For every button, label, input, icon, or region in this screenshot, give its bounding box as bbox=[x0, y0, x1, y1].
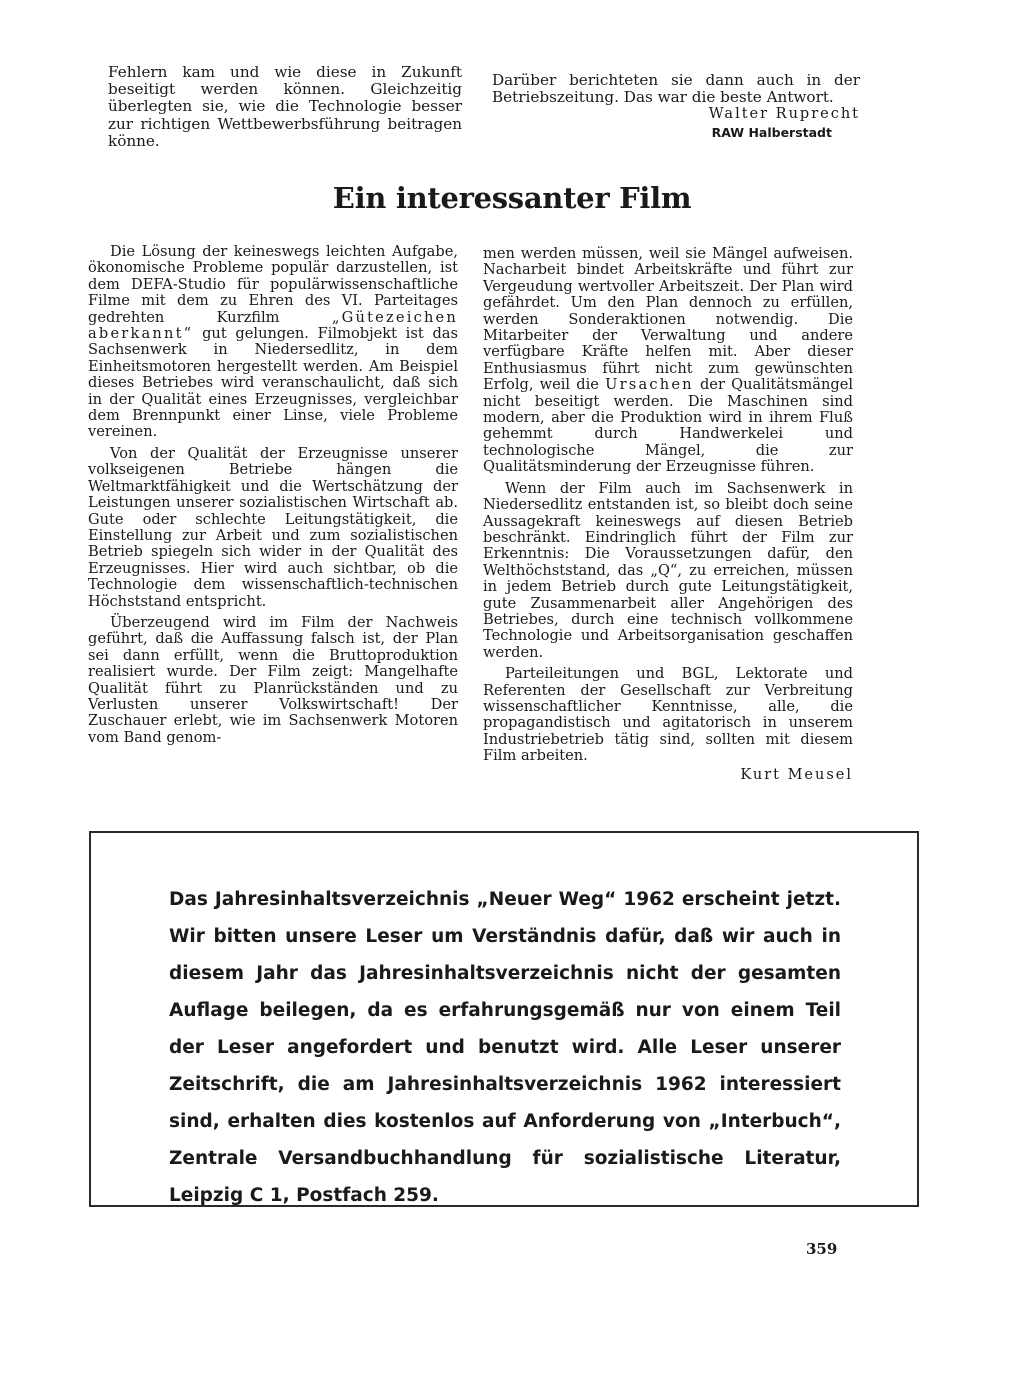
paragraph: Parteileitungen und BGL, Lektorate und Referenten der Gesellschaft zur Verbreitung wissenschaftlicher Kenntnisse, alle, die propagandistisch und agitatorisch in unserem Industriebetrieb tätig sind, sollten mit diesem Film arbeiten. bbox=[483, 665, 853, 765]
text-run: men werden müssen, weil sie Mängel aufweisen. Nacharbeit bindet Arbeitskräfte und führt zur Vergeudung wertvoller Arbeitszeit. Der Plan wird gefährdet. Um den Plan dennoch zu erfüllen, werden Sonderaktionen notwendig. Die Mitarbeiter der Verwaltung und andere verfügbare Kräfte helfen mit. Aber dieser Enthusiasmus führt nicht zum gewünschten Erfolg, weil die bbox=[483, 245, 853, 394]
paragraph bbox=[88, 244, 458, 441]
article-column-left bbox=[88, 244, 458, 746]
notice-box bbox=[89, 831, 919, 1207]
text-run: der Qualitätsmängel nicht beseitigt werden. Die Maschinen sind modern, aber die Produktion wird in ihrem Fluß gehemmt durch Handwerkelei und technologische Mängel, die zur Qualitätsminderung der Erzeugnisse führen. bbox=[483, 376, 854, 476]
paragraph: Darüber berichteten sie dann auch in der Betriebszeitung. Das war die beste Antwort. bbox=[492, 71, 860, 107]
previous-article-tail-right bbox=[492, 72, 860, 141]
notice-text: Das Jahresinhaltsverzeichnis „Neuer Weg“ 1962 erscheint jetzt. Wir bitten unsere Leser um Verständnis dafür, daß wir auch in diesem Jahr das Jahresinhaltsverzeichnis nicht der gesamten Auflage beilegen, da es erfahrungsgemäß nur von einem Teil der Leser angefordert und benutzt wird. Alle Leser unserer Zeitschrift, die am Jahresinhaltsverzeichnis 1962 interessiert sind, erhalten dies kostenlos auf Anforderung von „Interbuch“, Zentrale Versandbuchhandlung für sozialistische Literatur, Leipzig C 1, Postfach 259. bbox=[169, 889, 841, 1206]
paragraph: Von der Qualität der Erzeugnisse unserer volkseigenen Betriebe hängen die Weltmarktfähigkeit und die Wertschätzung der Leistungen unserer sozialistischen Wirtschaft ab. Gute oder schlechte Leitungstätigkeit, die Einstellung zur Arbeit und zum sozialistischen Betrieb spiegeln sich wider in der Qualität des Erzeugnisses. Hier wird auch sichtbar, ob die Technologie dem wissenschaftlich-technischen Höchststand entspricht. bbox=[88, 444, 458, 610]
paragraph: Überzeugend wird im Film der Nachweis geführt, daß die Auffassung falsch ist, der Plan sei dann erfüllt, wenn die Bruttoproduktion realisiert wurde. Der Film zeigt: Mangelhafte Qualität führt zu Planrückständen und zu Verlusten unserer Volkswirtschaft! Der Zuschauer erlebt, wie im Sachsenwerk Motoren vom Band genom- bbox=[88, 613, 458, 746]
article-title: Ein interessanter Film bbox=[332, 181, 692, 215]
text-run: gut gelungen. Filmobjekt ist das Sachsenwerk in Niedersedlitz, in dem Einheitsmotoren hergestellt werden. Am Beispiel dieses Betriebes wird veranschaulicht, daß sich in der Qualität eines Erzeugnisses, vergleichbar dem Brennpunkt einer Linse, viele Probleme vereinen. bbox=[88, 325, 458, 441]
film-title: „Gütezeichen aberkannt“ bbox=[88, 308, 458, 343]
text-run: Die Lösung der keineswegs leichten Aufgabe, ökonomische Probleme populär darzustellen, ist dem DEFA-Studio für populärwissenschaftliche Filme mit dem zu Ehren des VI. Parteitages gedrehten Kurzfilm bbox=[88, 243, 458, 326]
author-location: RAW Halberstadt bbox=[711, 124, 832, 140]
emphasized-word: Ursachen bbox=[605, 376, 694, 394]
author-signature: Kurt Meusel bbox=[740, 766, 853, 783]
previous-article-tail-left bbox=[108, 64, 462, 150]
paragraph: Wenn der Film auch im Sachsenwerk in Niedersedlitz entstanden ist, so bleibt doch seine Aussagekraft keineswegs auf diesen Betrieb beschränkt. Eindringlich führt der Film zur Erkenntnis: Die Voraussetzungen dafür, den Welthöchststand, das „Q“, zu erreichen, müssen in jedem Betrieb durch gute Leitungstätigkeit, gute Zusammenarbeit aller Angehörigen des Betriebes, durch eine technisch vollkommene Technologie und Arbeitsorganisation geschaffen werden. bbox=[483, 479, 853, 661]
page-number: 359 bbox=[806, 1240, 838, 1258]
author-signature: Walter Ruprecht bbox=[708, 106, 860, 123]
paragraph: Fehlern kam und wie diese in Zukunft beseitigt werden können. Gleichzeitig überlegten sie, wie die Technologie besser zur richtigen Wettbewerbsführung beitragen könne. bbox=[108, 63, 462, 150]
article-column-right bbox=[483, 246, 853, 783]
paragraph bbox=[483, 246, 853, 476]
